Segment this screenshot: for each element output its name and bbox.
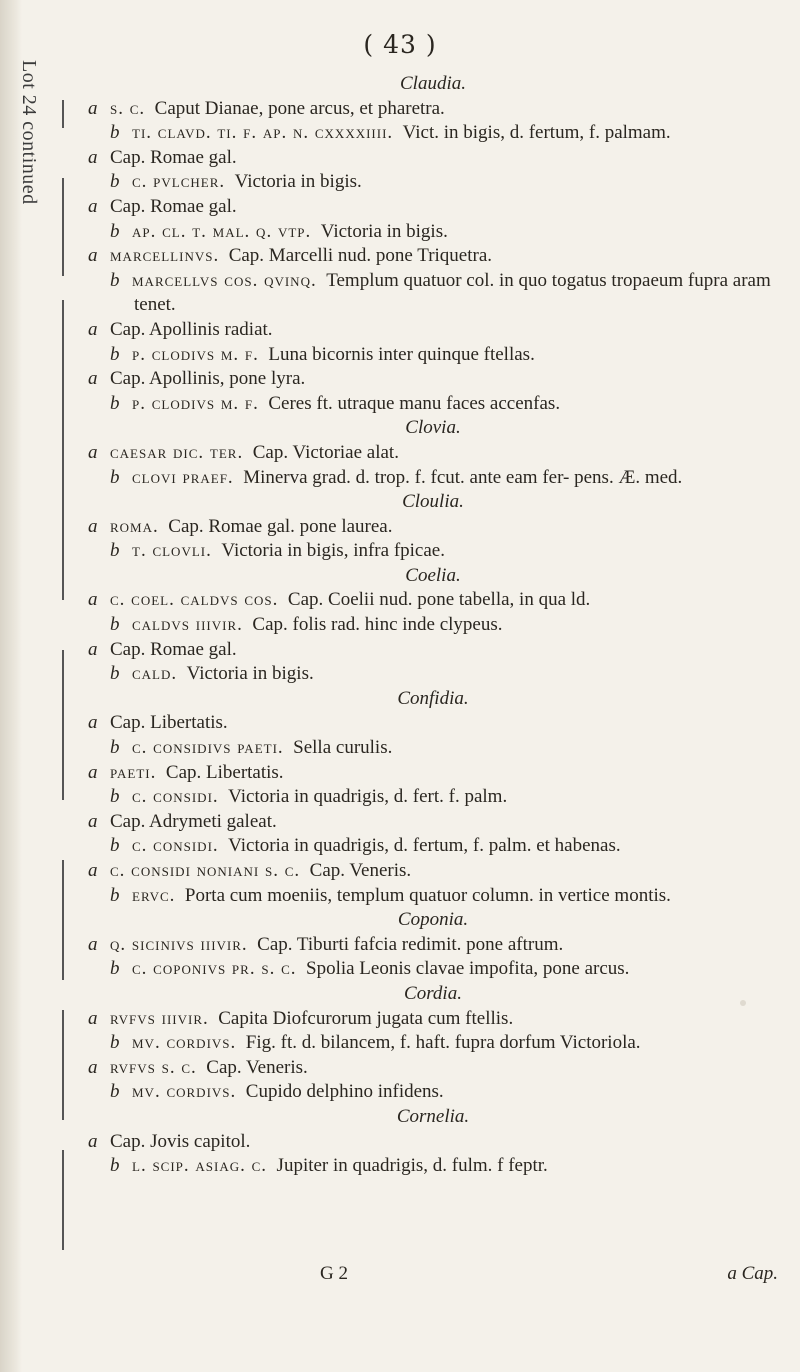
coin-description: Cap. Romae gal. <box>110 638 237 660</box>
side-label: a <box>88 1056 98 1078</box>
margin-bracket <box>62 860 64 980</box>
coin-description: Cap. Jovis capitol. <box>110 1130 251 1152</box>
coin-legend: c. considi noniani s. c. <box>110 860 301 881</box>
margin-bracket <box>62 178 64 276</box>
obverse-entry <box>88 638 778 663</box>
family-heading: Coponia. <box>397 909 469 931</box>
obverse-entry <box>88 1007 778 1032</box>
reverse-entry <box>88 884 778 909</box>
page-footer <box>88 1262 778 1287</box>
obverse-entry <box>88 318 778 343</box>
side-label: b <box>110 392 120 414</box>
reverse-entry <box>88 1031 778 1056</box>
margin-bracket <box>62 300 64 600</box>
coin-legend: p. clodivs m. f. <box>132 392 259 414</box>
coin-description: Luna bicornis inter quinque ftellas. <box>268 343 535 365</box>
coin-description: Cap. Victoriae alat. <box>252 441 399 463</box>
reverse-entry <box>88 121 778 146</box>
coin-description: Cap. Romae gal. <box>110 195 237 217</box>
coin-description: Victoria in quadrigis, d. fert. f. palm. <box>228 786 508 808</box>
side-label: b <box>110 1032 120 1054</box>
coin-description: Ceres ft. utraque manu faces accenfas. <box>268 392 561 414</box>
family-heading: Cornelia. <box>396 1105 470 1127</box>
reverse-entry <box>88 1080 778 1105</box>
coin-description: Cap. Veneris. <box>206 1056 308 1078</box>
coin-description: Vict. in bigis, d. fertum, f. palmam. <box>402 122 671 144</box>
obverse-entry <box>88 1056 778 1081</box>
coin-legend: ti. clavd. ti. f. ap. n. cxxxxiiii. <box>132 122 394 144</box>
coin-legend: rvfvs iiivir. <box>110 1007 209 1029</box>
coin-description: Cap. Tiburti fafcia redimit. pone aftrum. <box>257 933 564 955</box>
coin-description: Cap. Veneris. <box>309 860 412 881</box>
coin-legend: roma. <box>110 515 159 537</box>
reverse-entry <box>88 957 778 982</box>
family-heading: Coelia. <box>405 564 461 586</box>
coin-description: Minerva grad. d. trop. f. fcut. ante eam fer- pens. Æ. med. <box>243 466 683 488</box>
coin-legend: c. coel. caldvs cos. <box>110 589 279 611</box>
side-label: a <box>88 860 98 881</box>
obverse-entry <box>88 810 778 835</box>
reverse-entry <box>88 785 778 810</box>
side-label: b <box>110 220 120 242</box>
coin-description: Fig. ft. d. bilancem, f. haft. fupra dorfum Victoriola. <box>245 1032 641 1054</box>
coin-legend: ap. cl. t. mal. q. vtp. <box>132 220 312 242</box>
coin-legend: marcellvs cos. qvinq. <box>132 269 317 291</box>
side-label: b <box>110 269 120 291</box>
obverse-entry <box>88 1130 778 1155</box>
margin-bracket <box>62 100 64 128</box>
reverse-entry <box>88 662 778 687</box>
coin-description: Sella curulis. <box>293 737 393 759</box>
obverse-entry <box>88 367 778 392</box>
obverse-entry <box>88 515 778 540</box>
coin-description: Victoria in bigis, infra fpicae. <box>221 540 445 562</box>
family-heading: Cordia. <box>404 982 462 1004</box>
margin-bracket <box>62 1010 64 1120</box>
reverse-entry <box>88 343 778 368</box>
margin-bracket <box>62 1150 64 1250</box>
page-number: ( 43 ) <box>363 30 437 59</box>
margin-annotation: Lot 24 continued <box>18 60 40 205</box>
coin-legend: p. clodivs m. f. <box>132 343 259 365</box>
side-label: a <box>88 712 98 734</box>
side-label: a <box>88 1130 98 1152</box>
coin-legend: s. c. <box>110 97 146 119</box>
side-label: b <box>110 835 120 857</box>
coin-legend: caesar dic. ter. <box>110 441 244 463</box>
side-label: a <box>88 245 98 267</box>
side-label: a <box>88 810 98 832</box>
side-label: a <box>88 589 98 611</box>
side-label: a <box>88 1007 98 1029</box>
coin-description: Cap. Romae gal. pone laurea. <box>168 515 393 537</box>
coin-description: Victoria in bigis. <box>186 663 314 685</box>
side-label: b <box>110 171 120 193</box>
coin-legend: marcellinvs. <box>110 245 220 267</box>
coin-legend: c. considi. <box>132 786 219 808</box>
coin-description: Cap. Apollinis radiat. <box>110 318 273 340</box>
side-label: a <box>88 318 98 340</box>
reverse-entry <box>88 736 778 761</box>
side-label: a <box>88 933 98 955</box>
coin-legend: paeti. <box>110 761 157 783</box>
obverse-entry <box>88 441 778 466</box>
side-label: b <box>110 540 120 562</box>
obverse-entry <box>88 761 778 786</box>
reverse-entry <box>88 539 778 564</box>
coin-description: Capita Diofcurorum jugata cum ftellis. <box>218 1007 514 1029</box>
reverse-entry <box>88 613 778 638</box>
coin-description: Cap. Coelii nud. pone tabella, in qua ld. <box>287 589 591 611</box>
side-label: b <box>110 786 120 808</box>
reverse-entry <box>88 392 778 417</box>
side-label: b <box>110 663 120 685</box>
margin-bracket <box>62 650 64 800</box>
coin-description: Victoria in bigis. <box>234 171 362 193</box>
side-label: b <box>110 122 120 144</box>
side-label: a <box>88 146 98 168</box>
coin-description: Cap. Adrymeti galeat. <box>110 810 277 832</box>
coin-legend: cald. <box>132 663 178 685</box>
coin-legend: c. coponivs pr. s. c. <box>132 958 297 980</box>
coin-description: Spolia Leonis clavae impofita, pone arcus. <box>306 958 630 980</box>
coin-description: Templum quatuor col. in quo togatus tropaeum fupra aram tenet. <box>134 269 771 316</box>
reverse-entry <box>88 170 778 195</box>
side-label: b <box>110 614 120 636</box>
reverse-entry <box>88 269 778 318</box>
coin-legend: ervc. <box>132 884 176 906</box>
coin-description: Caput Dianae, pone arcus, et pharetra. <box>154 97 445 119</box>
coin-legend: caldvs iiivir. <box>132 614 243 636</box>
coin-description: Cap. Libertatis. <box>165 761 284 783</box>
side-label: b <box>110 1155 120 1177</box>
coin-description: Victoria in bigis. <box>320 220 448 242</box>
binding-spine <box>0 0 22 1372</box>
reverse-entry <box>88 220 778 245</box>
coin-description: Porta cum moeniis, templum quatuor column. in vertice montis. <box>184 884 671 906</box>
obverse-entry <box>88 711 778 736</box>
side-label: a <box>88 441 98 463</box>
signature-mark: G 2 <box>320 1263 348 1284</box>
side-label: b <box>110 1081 120 1103</box>
coin-legend: mv. cordivs. <box>132 1032 237 1054</box>
coin-description: Cupido delphino infidens. <box>245 1081 444 1103</box>
coin-legend: q. sicinivs iiivir. <box>110 933 248 955</box>
side-label: a <box>88 97 98 119</box>
side-label: a <box>88 638 98 660</box>
side-label: b <box>110 884 120 906</box>
coin-legend: rvfvs s. c. <box>110 1056 197 1078</box>
coin-legend: mv. cordivs. <box>132 1081 237 1103</box>
reverse-entry <box>88 1154 778 1179</box>
family-heading: Cloulia. <box>402 491 464 513</box>
coin-legend: l. scip. asiag. c. <box>132 1155 268 1177</box>
coin-description: Cap. Marcelli nud. pone Triquetra. <box>228 245 493 267</box>
reverse-entry <box>88 834 778 859</box>
obverse-entry <box>88 146 778 171</box>
obverse-entry <box>88 195 778 220</box>
coin-legend: c. considi. <box>132 835 219 857</box>
coin-legend: c. pvlcher. <box>132 171 226 193</box>
page-text <box>88 72 778 1179</box>
coin-legend: t. clovli. <box>132 540 212 562</box>
family-heading: Confidia. <box>397 687 469 709</box>
side-label: a <box>88 195 98 217</box>
page-footer-wrap <box>88 1262 778 1287</box>
coin-legend: c. considivs paeti. <box>132 737 284 759</box>
family-heading: Claudia. <box>400 73 466 94</box>
obverse-entry <box>88 933 778 958</box>
coin-description: Cap. Romae gal. <box>110 146 237 168</box>
coin-description: Cap. folis rad. hinc inde clypeus. <box>252 614 503 636</box>
obverse-entry <box>88 859 778 884</box>
coin-description: Cap. Libertatis. <box>110 712 228 734</box>
side-label: b <box>110 466 120 488</box>
coin-description: Jupiter in quadrigis, d. fulm. f feptr. <box>276 1155 548 1177</box>
side-label: b <box>110 343 120 365</box>
coin-legend: clovi praef. <box>132 466 234 488</box>
family-heading: Clovia. <box>405 417 461 439</box>
coin-description: Cap. Apollinis, pone lyra. <box>110 368 306 390</box>
side-label: a <box>88 515 98 537</box>
obverse-entry <box>88 97 778 122</box>
side-label: b <box>110 737 120 759</box>
catchword: a Cap. <box>727 1263 778 1284</box>
obverse-entry <box>88 244 778 269</box>
side-label: b <box>110 958 120 980</box>
reverse-entry <box>88 466 778 491</box>
side-label: a <box>88 368 98 390</box>
coin-description: Victoria in quadrigis, d. fertum, f. palm. et habenas. <box>228 835 621 857</box>
side-label: a <box>88 761 98 783</box>
obverse-entry <box>88 588 778 613</box>
